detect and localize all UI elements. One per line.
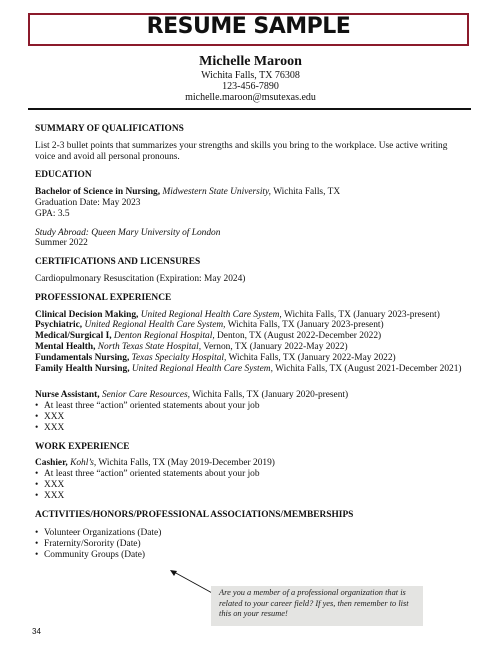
- list-item: • XXX: [35, 480, 465, 491]
- professional-heading: PROFESSIONAL EXPERIENCE: [35, 292, 172, 303]
- list-item: • Fraternity/Sorority (Date): [35, 539, 465, 550]
- work-heading: WORK EXPERIENCE: [35, 441, 130, 452]
- study-abroad-term: Summer 2022: [35, 238, 88, 249]
- rotation-item: Medical/Surgical I, Denton Regional Hospital, Denton, TX (August 2022-December 2022): [35, 331, 382, 342]
- rotation-item: Psychiatric, United Regional Health Care System, Wichita Falls, TX (January 2023-present): [35, 320, 384, 331]
- school-location: Wichita Falls, TX: [273, 187, 341, 198]
- list-item: • XXX: [35, 412, 465, 423]
- header-divider: [28, 108, 471, 110]
- applicant-name: Michelle Maroon: [199, 54, 302, 69]
- resume-body: [35, 124, 465, 569]
- phone: 123-456-7890: [222, 81, 279, 92]
- certification-item: Cardiopulmonary Resuscitation (Expiration: May 2024): [35, 273, 246, 284]
- summary-heading: SUMMARY OF QUALIFICATIONS: [35, 124, 184, 134]
- rotation-item: Fundamentals Nursing, Texas Specialty Hospital, Wichita Falls, TX (January 2022-May 2022): [35, 352, 396, 363]
- activities-list: [35, 528, 465, 560]
- education-entry: [35, 187, 465, 219]
- cashier-entry: Cashier, Kohl’s, Wichita Falls, TX (May 2019-December 2019): [35, 458, 275, 469]
- callout-note: Are you a member of a professional organization that is related to your career field? If yes, then remember to list this on your resume!: [211, 586, 423, 626]
- page-number: 34: [32, 627, 41, 636]
- contact-header: [0, 54, 501, 103]
- title-banner: [28, 13, 469, 46]
- rotation-item: Mental Health, North Texas State Hospital, Vernon, TX (January 2022-May 2022): [35, 341, 348, 352]
- degree: Bachelor of Science in Nursing,: [35, 187, 161, 198]
- study-abroad-entry: [35, 228, 465, 250]
- list-item: • At least three “action” oriented statements about your job: [35, 401, 465, 412]
- nurse-assistant-bullets: [35, 401, 465, 433]
- rotation-item: Clinical Decision Making, United Regional Health Care System, Wichita Falls, TX (January 2023-present): [35, 309, 440, 320]
- summary-text: List 2-3 bullet points that summarizes your strengths and skills you bring to the workplace. Use active writing voice and avoid all personal pronouns.: [35, 140, 448, 162]
- school: Midwestern State University,: [162, 187, 272, 198]
- email: michelle.maroon@msutexas.edu: [185, 92, 316, 103]
- education-heading: EDUCATION: [35, 170, 92, 181]
- list-item: • XXX: [35, 423, 465, 434]
- gpa: GPA: 3.5: [35, 208, 70, 219]
- list-item: • Community Groups (Date): [35, 550, 465, 561]
- banner-title: RESUME SAMPLE: [146, 14, 351, 39]
- list-item: • XXX: [35, 491, 465, 502]
- certifications-heading: CERTIFICATIONS AND LICENSURES: [35, 257, 201, 268]
- nurse-assistant-entry: Nurse Assistant, Senior Care Resources, Wichita Falls, TX (January 2020-present): [35, 390, 349, 401]
- cashier-bullets: [35, 469, 465, 501]
- list-item: • Volunteer Organizations (Date): [35, 528, 465, 539]
- study-abroad: Study Abroad: Queen Mary University of London: [35, 227, 221, 238]
- address: Wichita Falls, TX 76308: [201, 70, 300, 81]
- graduation-date: Graduation Date: May 2023: [35, 197, 141, 208]
- list-item: • At least three “action” oriented statements about your job: [35, 469, 465, 480]
- activities-heading: ACTIVITIES/HONORS/PROFESSIONAL ASSOCIATIONS/MEMBERSHIPS: [35, 509, 354, 520]
- clinical-rotations: [35, 310, 465, 375]
- rotation-item: Family Health Nursing, United Regional Health Care System, Wichita Falls, TX (August 2021-December 2021): [35, 363, 462, 374]
